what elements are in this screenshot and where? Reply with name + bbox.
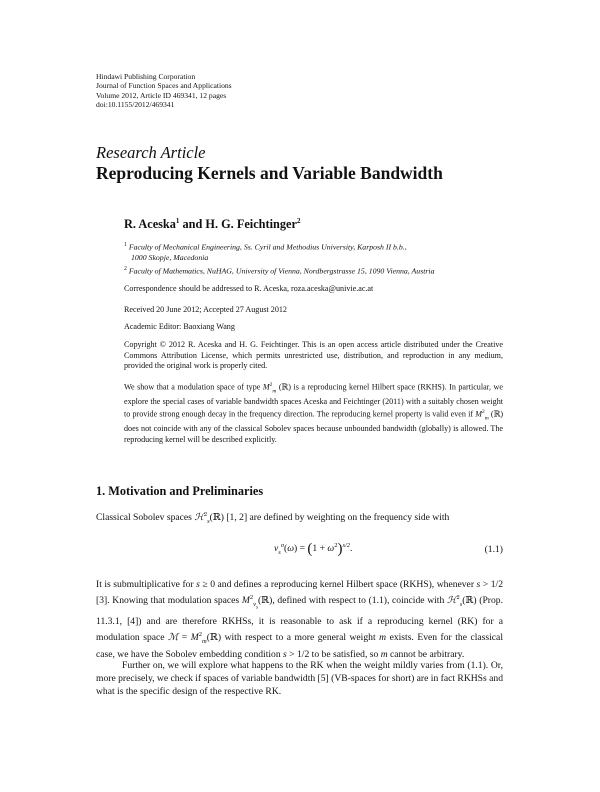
author-list: R. Aceska$^1$ and H. G. Feichtinger$^2$ (124, 217, 301, 232)
doi: doi:10.1155/2012/469341 (96, 100, 175, 110)
equation-1-1 (96, 541, 503, 561)
correspondence: Correspondence should be addressed to R. Aceska, roza.aceska@univie.ac.at (124, 284, 374, 293)
equation-body: $v_s^\sigma(\omega) = (1 + \omega^2)^{s/2}$. (274, 541, 353, 557)
received-date: Received 20 June 2012; Accepted 27 August 2012 (124, 305, 287, 314)
equation-number: (1.1) (484, 544, 503, 555)
affiliation: $^2$ Faculty of Mathematics, NuHAG, University of Vienna, Nordbergstrasse 15, 1090 Vienna, Austria (124, 266, 435, 276)
journal-name: Journal of Function Spaces and Applications (96, 81, 232, 91)
abstract: We show that a modulation space of type $M^2_m$ (ℝ) is a reproducing kernel Hilbert space (RKHS). In particular, we explore the special cases of variable bandwidth spaces Aceska and Feichtinger (2011) with a suitably chosen weight to provide strong enough decay in the frequency direction. The reproducing kernel property is valid even if $M^2_m$ (ℝ) does not coincide with any of the classical Sobolev spaces because unbounded bandwidth (globally) is allowed. The reproducing kernel will be described explicitly. (124, 382, 504, 444)
paragraph: Classical Sobolev spaces ℋ$^2_s$(ℝ) [1, 2] are defined by weighting on the frequency side with (96, 511, 450, 526)
paragraph: Further on, we will explore what happens to the RK when the weight mildly varies from (1.1). Or, more precisely, we check if spaces of variable bandwidth [5] (VB-spaces for short) are in fact RKHSs and what is the specific design of the respective RK. (96, 660, 503, 698)
article-type: Research Article (96, 143, 206, 162)
journal-header (96, 72, 232, 110)
paragraph: It is submultiplicative for s ≥ 0 and defines a reproducing kernel Hilbert space (RKHS), whenever s > 1/2 [3]. Knowing that modulation spaces $M^2_{v_s}(ℝ)$, defined with respect to (1.1), coincide with ℋ$^2_s$(ℝ) (Prop. 11.3.1, [4]) and are therefore RKHSs, it is reasonable to ask if a reproducing kernel (RK) for a modulation space ℳ = $M^2_m(ℝ)$ with respect to a more general weight m exists. Even for the classical case, we have the Sobolev embedding condition s > 1/2 to be satisfied, so m cannot be arbitrary. (96, 579, 503, 661)
paper-title: Reproducing Kernels and Variable Bandwidth (96, 163, 443, 183)
volume-info: Volume 2012, Article ID 469341, 12 pages (96, 90, 227, 100)
affiliation: $^1$ Faculty of Mechanical Engineering, Ss. Cyril and Methodius University, Karposh II b.b., 1000 Skopje, Macedonia (124, 242, 407, 262)
section-heading: 1. Motivation and Preliminaries (96, 484, 264, 498)
author-name: H. G. Feichtinger (205, 217, 297, 232)
copyright-notice: Copyright © 2012 R. Aceska and H. G. Feichtinger. This is an open access article distributed under the Creative Commons Attribution License, which permits unrestricted use, distribution, and reproduction in any medium, provided the original work is properly cited. (124, 340, 503, 370)
publisher: Hindawi Publishing Corporation (96, 72, 196, 81)
author-name: R. Aceska (124, 217, 176, 232)
academic-editor: Academic Editor: Baoxiang Wang (124, 322, 235, 331)
